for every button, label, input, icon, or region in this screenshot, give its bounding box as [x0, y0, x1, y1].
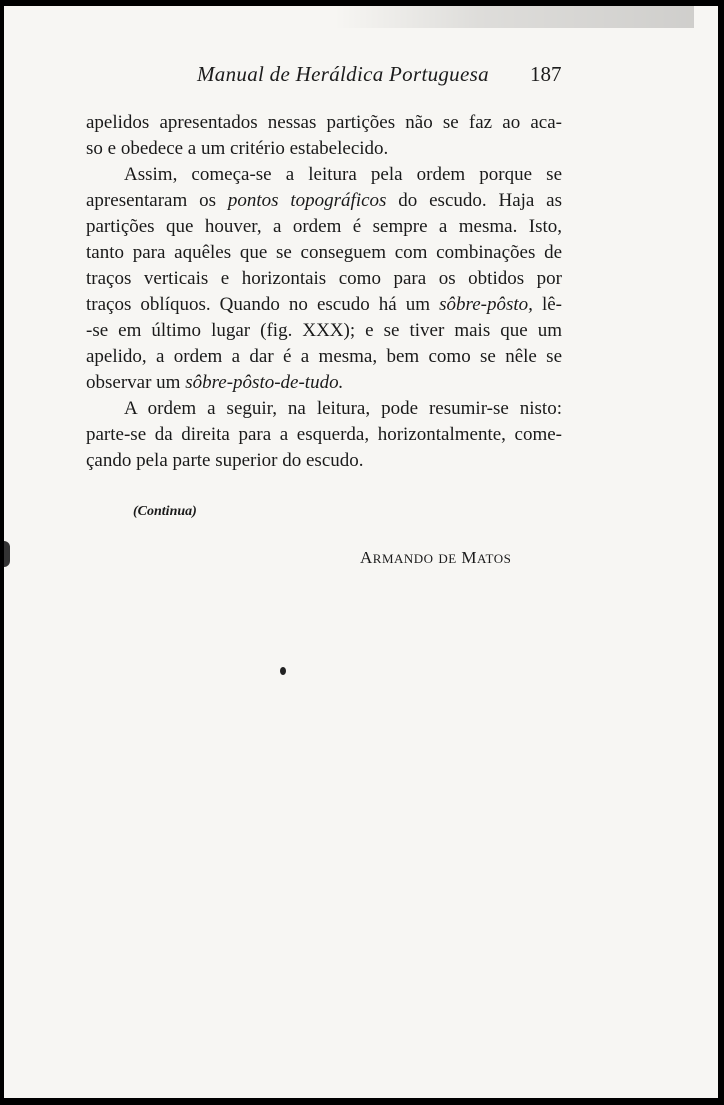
text-line: çando pela parte superior do escudo. [86, 450, 364, 471]
text-line: parte-se da direita para a esquerda, horizontalmente, come- [86, 424, 562, 445]
text-line: so e obedece a um critério estabelecido. [86, 138, 389, 159]
ink-speck [280, 667, 286, 675]
text-line: partições que houver, a ordem é sempre a mesma. Isto, [86, 216, 562, 237]
continued-note: (Continua) [133, 504, 197, 519]
page-number: 187 [530, 62, 562, 86]
text-line: apelido, a ordem a dar é a mesma, bem como se nêle se [86, 346, 562, 367]
text-line [86, 188, 562, 214]
text-line [86, 370, 562, 396]
author-initial: M [461, 548, 478, 567]
text-segment: lê- [541, 294, 562, 315]
running-title: Manual de Heráldica Portuguesa [197, 62, 489, 86]
running-header [4, 62, 718, 92]
author-name-rest: RMANDO [372, 551, 434, 566]
emphasis-text: pontos topográficos [227, 190, 387, 211]
emphasis-text: sôbre-pôsto, [439, 294, 533, 315]
author-particle: DE [438, 551, 457, 566]
text-line: traços verticais e horizontais como para os obtidos por [86, 268, 562, 289]
author-signature [360, 548, 511, 568]
author-name-rest: ATOS [477, 551, 512, 566]
scan-shadow [334, 6, 694, 28]
author-initial: A [360, 548, 373, 567]
text-segment: apresentaram os [86, 190, 217, 211]
text-line [86, 292, 562, 318]
text-line: apelidos apresentados nessas partições não se faz ao aca- [86, 112, 562, 133]
book-page [4, 6, 718, 1098]
text-segment: observar um [86, 372, 181, 393]
body-text [86, 110, 562, 474]
binding-mark [4, 541, 10, 567]
text-line: Assim, começa-se a leitura pela ordem porque se [124, 164, 562, 185]
text-line: -se em último lugar (fig. XXX); e se tiver mais que um [86, 320, 562, 341]
emphasis-text: sôbre-pôsto-de-tudo. [185, 372, 344, 393]
text-segment: traços oblíquos. Quando no escudo há um [86, 294, 431, 315]
text-line: A ordem a seguir, na leitura, pode resumir-se nisto: [124, 398, 562, 419]
text-line: tanto para aquêles que se conseguem com combinações de [86, 242, 562, 263]
text-segment: do escudo. Haja as [398, 190, 563, 211]
